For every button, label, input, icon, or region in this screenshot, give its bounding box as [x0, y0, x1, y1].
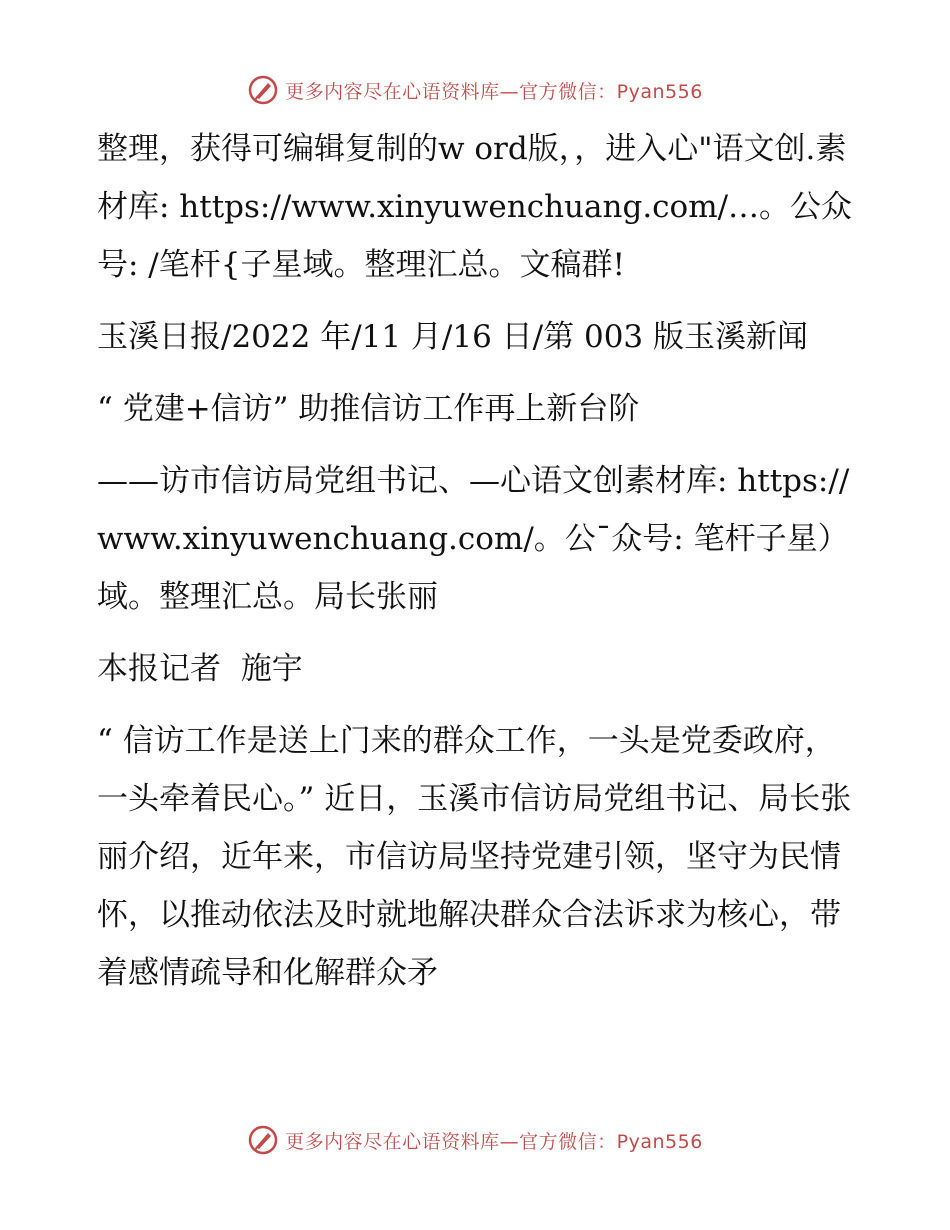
watermark-banner-top — [0, 70, 950, 110]
byline: 本报记者 施宇 — [97, 651, 303, 687]
intro-paragraph: 整理，获得可编辑复制的w ord版，，进入心"语文创.素材库: https://www.xinyuwenchuang.com/…。公众号: /笔杆{子星域。整理汇总。文稿群! — [97, 131, 853, 283]
headline: “ 党建+信访” 助推信访工作再上新台阶 — [97, 391, 640, 427]
watermark-text: 更多内容尽在心语资料库—官方微信：Pyan556 — [285, 1130, 703, 1153]
watermark-banner-bottom — [0, 1120, 950, 1160]
document-body — [97, 120, 853, 1016]
watermark-text: 更多内容尽在心语资料库—官方微信：Pyan556 — [285, 80, 703, 103]
quill-pen-logo-icon — [247, 1124, 279, 1156]
subheadline: ——访市信访局党组书记、—心语文创素材库: https://www.xinyuwenchuang.com/。公¯众号: 笔杆子星）域。整理汇总。局长张丽 — [97, 463, 850, 615]
quill-pen-logo-icon — [247, 74, 279, 106]
source-line: 玉溪日报/2022 年/11 月/16 日/第 003 版玉溪新闻 — [97, 319, 809, 355]
body-paragraph: “ 信访工作是送上门来的群众工作，一头是党委政府，一头牵着民心。” 近日，玉溪市信访局党组书记、局长张丽介绍，近年来，市信访局坚持党建引领，坚守为民情怀，以推动依法及时就地解决群众合法诉求为核心，带着感情疏导和化解群众矛 — [97, 723, 852, 991]
